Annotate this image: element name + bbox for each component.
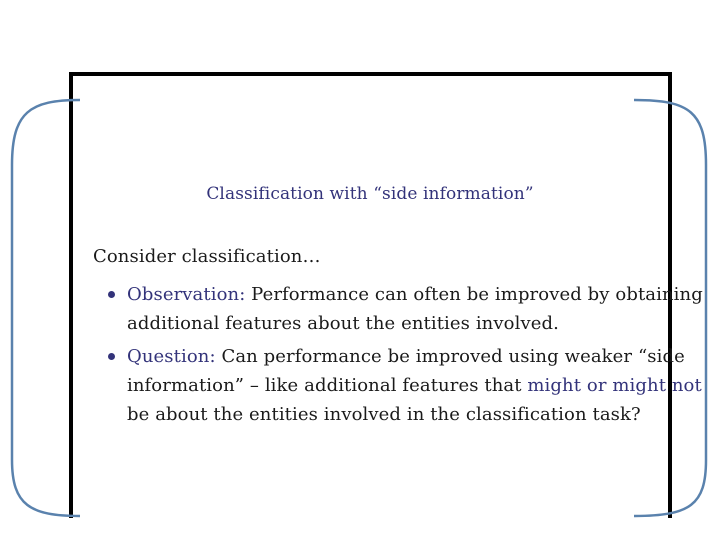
bullet-text: Performance can often be improved by obtaining (245, 284, 703, 305)
bullet-continuation: be about the entities involved in the classification task? (127, 404, 641, 425)
bullet-term: Observation: (127, 284, 246, 305)
bullet-observation (108, 280, 703, 338)
highlighted-phrase: might or might not (527, 375, 702, 396)
left-bracket (12, 100, 80, 516)
bullet-text: Can performance be improved using weaker “side (215, 346, 685, 367)
bullet-question (108, 342, 702, 429)
bullet-icon (108, 291, 115, 298)
bullet-continuation (108, 371, 702, 400)
bullet-continuation: additional features about the entities involved. (127, 313, 559, 334)
bullet-icon (108, 353, 115, 360)
slide-title: Classification with “side information” (206, 184, 534, 204)
bullet-term: Question: (127, 346, 216, 367)
bullet-text: information” – like additional features that (127, 375, 528, 396)
intro-text: Consider classification… (93, 246, 321, 267)
